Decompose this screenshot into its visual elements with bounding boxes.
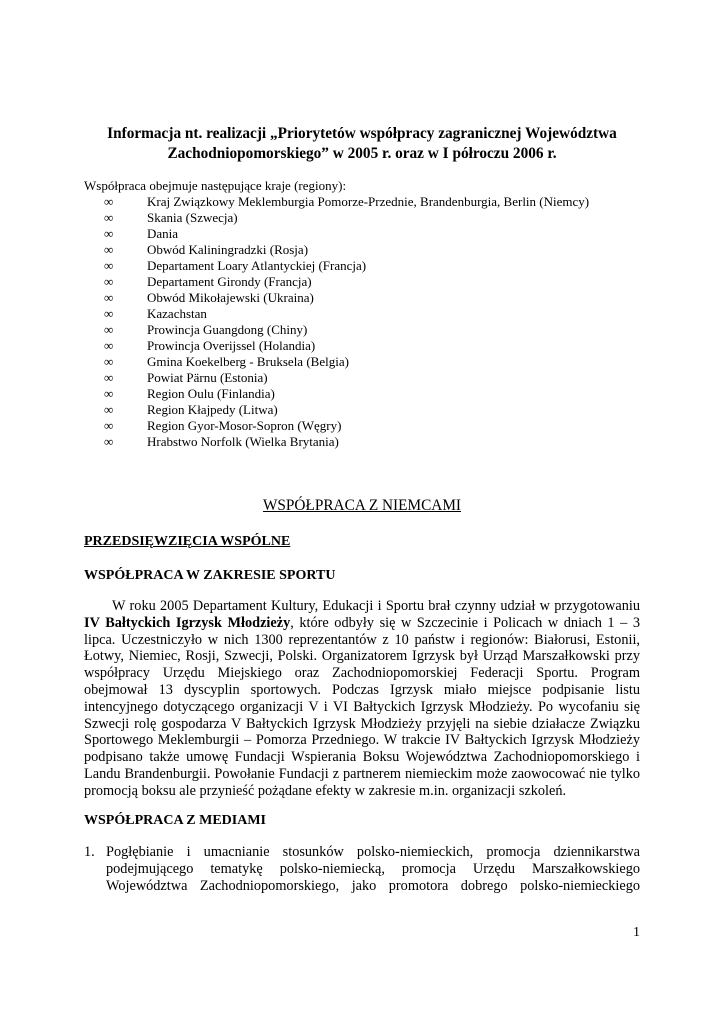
countries-intro: Współpraca obejmuje następujące kraje (regiony): (84, 178, 347, 193)
heading-sport: WSPÓŁPRACA W ZAKRESIE SPORTU (84, 568, 336, 583)
sport-paragraph (84, 598, 640, 800)
infinity-bullet-icon: ∞ (104, 226, 114, 241)
infinity-bullet-icon: ∞ (104, 258, 114, 273)
country-name: Region Kłajpedy (Litwa) (147, 402, 278, 417)
infinity-bullet-icon: ∞ (104, 402, 114, 417)
infinity-bullet-icon: ∞ (104, 274, 114, 289)
infinity-bullet-icon: ∞ (104, 370, 114, 385)
country-name: Departament Girondy (Francja) (147, 274, 312, 289)
country-name: Kazachstan (147, 306, 207, 321)
country-name: Gmina Koekelberg - Bruksela (Belgia) (147, 354, 349, 369)
sport-paragraph-bold: IV Bałtyckich Igrzysk Młodzieży (84, 614, 291, 631)
media-item-number: 1. (84, 844, 95, 860)
infinity-bullet-icon: ∞ (104, 322, 114, 337)
country-name: Obwód Mikołajewski (Ukraina) (147, 290, 314, 305)
infinity-bullet-icon: ∞ (104, 338, 114, 353)
sport-paragraph-rest: , które odbyły się w Szczecinie i Policach w dniach 1 – 3 lipca. Uczestniczyło w nich 1300 reprezentantów z 10 państw i regionów: Białorusi, Estonii, Łotwy, Niemiec, Rosji, Szwecji, Polski. Organizatorem Igrzysk był Urząd Marszałkowski przy współpracy Urzędu Miejskiego oraz Zachodniopomorskiej Federacji Sportu. Program obejmował 13 dyscyplin sportowych. Podczas Igrzysk miało miejsce podpisanie listu intencyjnego dotyczącego organizacji V i VI Bałtyckich Igrzysk Młodzieży. Po wycofaniu się Szwecji rolę gospodarza V Bałtyckich Igrzysk Młodzieży przyjęli na siebie działacze Związku Sportowego Meklemburgii – Pomorza Przedniego. W trakcie IV Bałtyckich Igrzysk Młodzieży podpisano także umowę Fundacji Wspierania Boksu Województwa Zachodniopomorskiego i Landu Brandenburgii. Powołanie Fundacji z partnerem niemieckim może zaowocować nie tylko promocją boksu ale przynieść pożądane efekty w zakresie m.in. organizacji szkoleń. (84, 614, 640, 799)
country-name: Dania (147, 226, 179, 241)
title-line-2: Zachodniopomorskiego” w 2005 r. oraz w I półroczu 2006 r. (167, 145, 557, 162)
infinity-bullet-icon: ∞ (104, 434, 114, 449)
heading-media: WSPÓŁPRACA Z MEDIAMI (84, 813, 267, 828)
infinity-bullet-icon: ∞ (104, 194, 114, 209)
section-title: WSPÓŁPRACA Z NIEMCAMI (262, 497, 462, 514)
country-name: Region Oulu (Finlandia) (147, 386, 275, 401)
heading-joint-projects: PRZEDSIĘWZIĘCIA WSPÓLNE (84, 534, 291, 549)
page-number: 1 (633, 925, 640, 940)
country-name: Kraj Związkowy Meklemburgia Pomorze-Przednie, Brandenburgia, Berlin (Niemcy) (147, 194, 590, 209)
document-title (84, 124, 640, 164)
title-line-1: Informacja nt. realizacji „Priorytetów współpracy zagranicznej Województwa (107, 125, 617, 142)
country-name: Skania (Szwecja) (147, 210, 238, 225)
media-list-item (84, 844, 640, 894)
sport-paragraph-start: W roku 2005 Departament Kultury, Edukacji i Sportu brał czynny udział w przygotowaniu (112, 598, 640, 614)
country-name: Region Gyor-Mosor-Sopron (Węgry) (147, 418, 342, 433)
country-name: Prowincja Guangdong (Chiny) (147, 322, 308, 337)
infinity-bullet-icon: ∞ (104, 290, 114, 305)
country-name: Prowincja Overijssel (Holandia) (147, 338, 316, 353)
infinity-bullet-icon: ∞ (104, 306, 114, 321)
country-name: Hrabstwo Norfolk (Wielka Brytania) (147, 434, 339, 449)
infinity-bullet-icon: ∞ (104, 386, 114, 401)
country-name: Powiat Pärnu (Estonia) (147, 370, 268, 385)
infinity-bullet-icon: ∞ (104, 242, 114, 257)
media-item-text: Pogłębianie i umacnianie stosunków polsko-niemieckich, promocja dziennikarstwa podejmującego tematykę polsko-niemiecką, promocja Urzędu Marszałkowskiego Województwa Zachodniopomorskiego, jako promotora dobrego polsko-niemieckiego (106, 844, 640, 894)
infinity-bullet-icon: ∞ (104, 354, 114, 369)
country-name: Obwód Kaliningradzki (Rosja) (147, 242, 309, 257)
infinity-bullet-icon: ∞ (104, 210, 114, 225)
infinity-bullet-icon: ∞ (104, 418, 114, 433)
country-name: Departament Loary Atlantyckiej (Francja) (147, 258, 367, 273)
